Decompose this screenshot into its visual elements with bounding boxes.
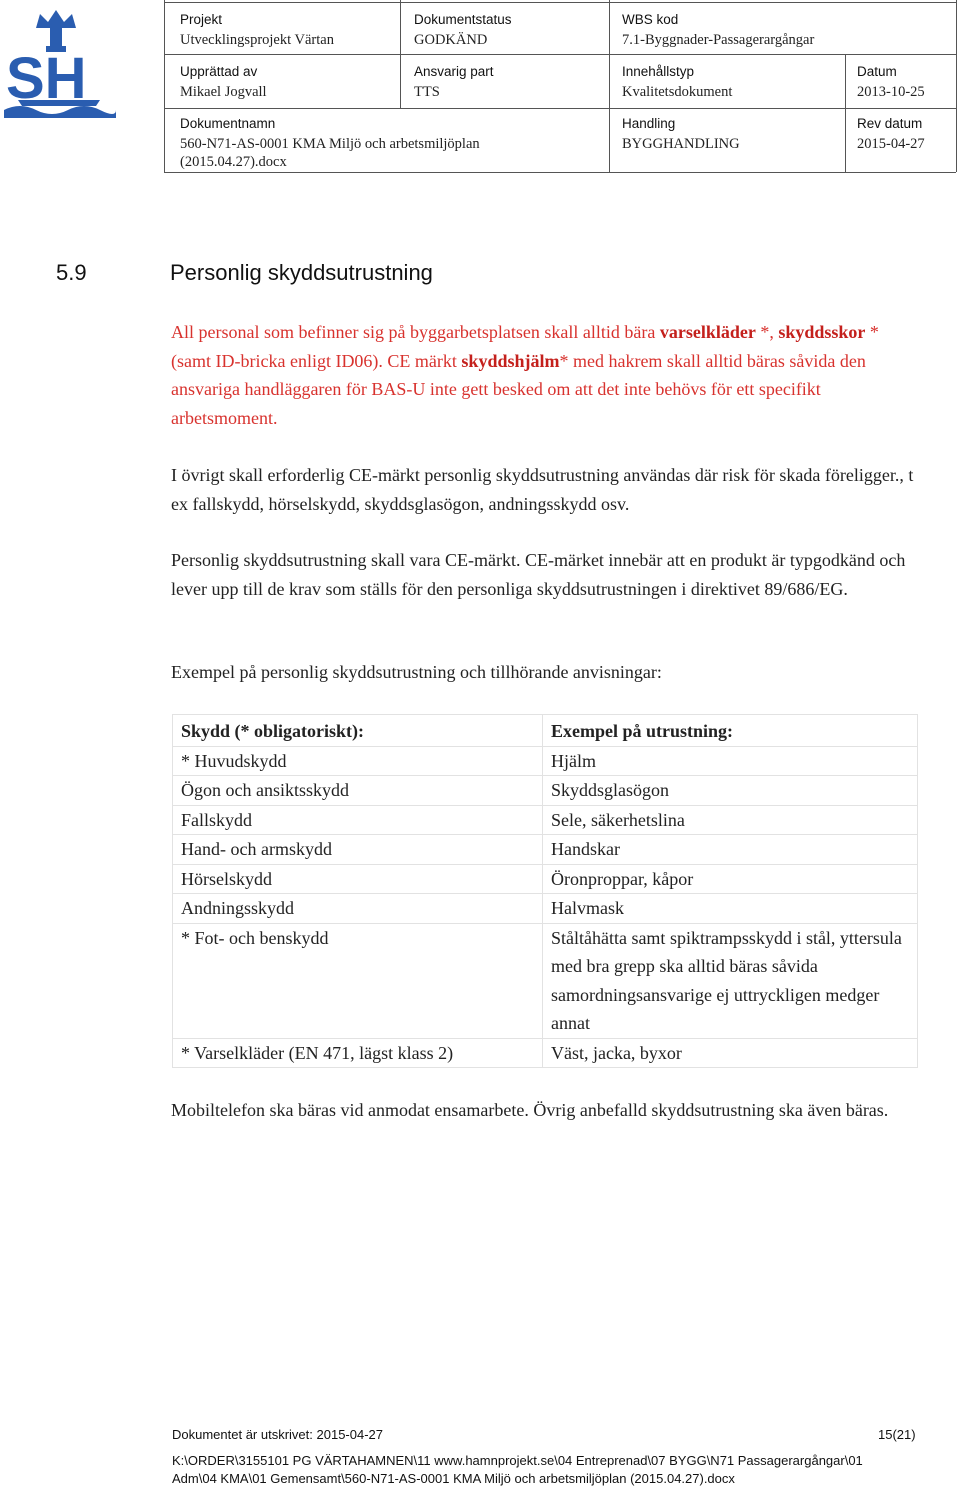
table-row xyxy=(173,835,918,865)
table-cell-protection: Hörselskydd xyxy=(173,864,543,894)
header-label-created-by: Upprättad av xyxy=(180,64,258,79)
header-value-project: Utvecklingsprojekt Värtan xyxy=(180,32,334,48)
paragraph-examples-intro: Exempel på personlig skyddsutrustning och tillhörande anvisningar: xyxy=(171,662,662,682)
header-value-wbs-code: 7.1-Byggnader-Passagerargångar xyxy=(622,32,815,48)
table-cell-equipment: Hjälm xyxy=(542,746,917,776)
header-value-document-name: 560-N71-AS-0001 KMA Miljö och arbetsmiljöplan xyxy=(180,136,480,152)
table-cell-protection: * Varselkläder (EN 471, lägst klass 2) xyxy=(173,1038,543,1068)
paragraph-ce-marking: Personlig skyddsutrustning skall vara CE-märkt. CE-märket innebär att en produkt är typgodkänd och lever upp till de krav som ställs för den personliga skyddsutrustningen i direktivet 89/686/EG. xyxy=(171,550,906,599)
table-row xyxy=(173,923,918,1038)
header-label-document-name: Dokumentnamn xyxy=(180,116,276,131)
header-label-project: Projekt xyxy=(180,12,223,27)
table-row xyxy=(173,805,918,835)
table-cell-equipment: Öronproppar, kåpor xyxy=(542,864,917,894)
emphasis-high-visibility-clothing: varselkläder xyxy=(659,322,756,342)
table-row xyxy=(173,1038,918,1068)
header-value-document-name-line2: (2015.04.27).docx xyxy=(180,154,287,170)
footer-file-path-line2: Adm\04 KMA\01 Gemensamt\560-N71-AS-0001 KMA Miljö och arbetsmiljöplan (2015.04.27).docx xyxy=(172,1471,735,1486)
table-cell-equipment: Skyddsglasögon xyxy=(542,776,917,806)
header-value-handling: BYGGHANDLING xyxy=(622,136,740,152)
table-header-protection: Skydd (* obligatoriskt): xyxy=(173,715,543,747)
header-value-date: 2013-10-25 xyxy=(857,84,925,100)
crown-lighthouse-logo-icon xyxy=(0,6,118,124)
header-label-handling: Handling xyxy=(622,116,676,131)
table-cell-equipment: Sele, säkerhetslina xyxy=(542,805,917,835)
table-row xyxy=(173,746,918,776)
paragraph-mobile-phone: Mobiltelefon ska bäras vid anmodat ensamarbete. Övrig anbefalld skyddsutrustning ska även bäras. xyxy=(171,1100,889,1120)
header-value-content-type: Kvalitetsdokument xyxy=(622,84,733,100)
header-value-created-by: Mikael Jogvall xyxy=(180,84,267,100)
section-title: Personlig skyddsutrustning xyxy=(170,260,433,285)
header-label-document-status: Dokumentstatus xyxy=(414,12,512,27)
table-cell-equipment: Väst, jacka, byxor xyxy=(542,1038,917,1068)
table-header-row xyxy=(173,715,918,747)
table-cell-protection: * Fot- och benskydd xyxy=(173,923,543,1038)
footer-file-path-line1: K:\ORDER\3155101 PG VÄRTAHAMNEN\11 www.hamnprojekt.se\04 Entreprenad\07 BYGG\N71 Passagerargångar\01 xyxy=(172,1453,863,1468)
header-label-responsible-party: Ansvarig part xyxy=(414,64,494,79)
footer-page-number: 15(21) xyxy=(878,1427,916,1442)
table-cell-protection: Fallskydd xyxy=(173,805,543,835)
emphasis-safety-shoes: skyddsskor xyxy=(778,322,866,342)
table-cell-equipment: Ståltåhätta samt spiktrampsskydd i stål, yttersula med bra grepp ska alltid bäras såvida samordningsansvarige ej uttryckligen medger annat xyxy=(542,923,917,1038)
table-row xyxy=(173,864,918,894)
header-label-wbs-code: WBS kod xyxy=(622,12,679,27)
table-cell-equipment: Handskar xyxy=(542,835,917,865)
header-value-responsible-party: TTS xyxy=(414,84,440,100)
header-label-date: Datum xyxy=(857,64,897,79)
paragraph-mandatory-ppe: All personal som befinner sig på byggarbetsplatsen skall alltid bära varselkläder *, skyddsskor * (samt ID-bricka enligt ID06). CE märkt skyddshjälm* med hakrem skall alltid bäras såvida den ansvariga handläggaren för BAS-U inte gett besked om att det inte behövs för ett specifikt arbetsmoment. xyxy=(171,322,879,428)
header-value-document-status: GODKÄND xyxy=(414,32,488,48)
paragraph-other-ppe: I övrigt skall erforderlig CE-märkt personlig skyddsutrustning användas där risk för skada föreligger., t ex fallskydd, hörselskydd, skyddsglasögon, andningsskydd osv. xyxy=(171,465,914,514)
table-header-equipment: Exempel på utrustning: xyxy=(542,715,917,747)
table-cell-equipment: Halvmask xyxy=(542,894,917,924)
table-cell-protection: Hand- och armskydd xyxy=(173,835,543,865)
table-row xyxy=(173,776,918,806)
company-logo xyxy=(0,6,118,124)
section-number: 5.9 xyxy=(56,260,87,285)
header-value-rev-date: 2015-04-27 xyxy=(857,136,925,152)
ppe-table xyxy=(172,714,918,1068)
header-label-content-type: Innehållstyp xyxy=(622,64,695,79)
table-cell-protection: * Huvudskydd xyxy=(173,746,543,776)
footer-printed-date: Dokumentet är utskrivet: 2015-04-27 xyxy=(172,1427,383,1442)
section-heading xyxy=(56,260,433,286)
table-cell-protection: Andningsskydd xyxy=(173,894,543,924)
logo-lettering: SH xyxy=(6,46,87,111)
table-row xyxy=(173,894,918,924)
table-cell-protection: Ögon och ansiktsskydd xyxy=(173,776,543,806)
header-label-rev-date: Rev datum xyxy=(857,116,923,131)
emphasis-safety-helmet: skyddshjälm xyxy=(461,350,560,371)
